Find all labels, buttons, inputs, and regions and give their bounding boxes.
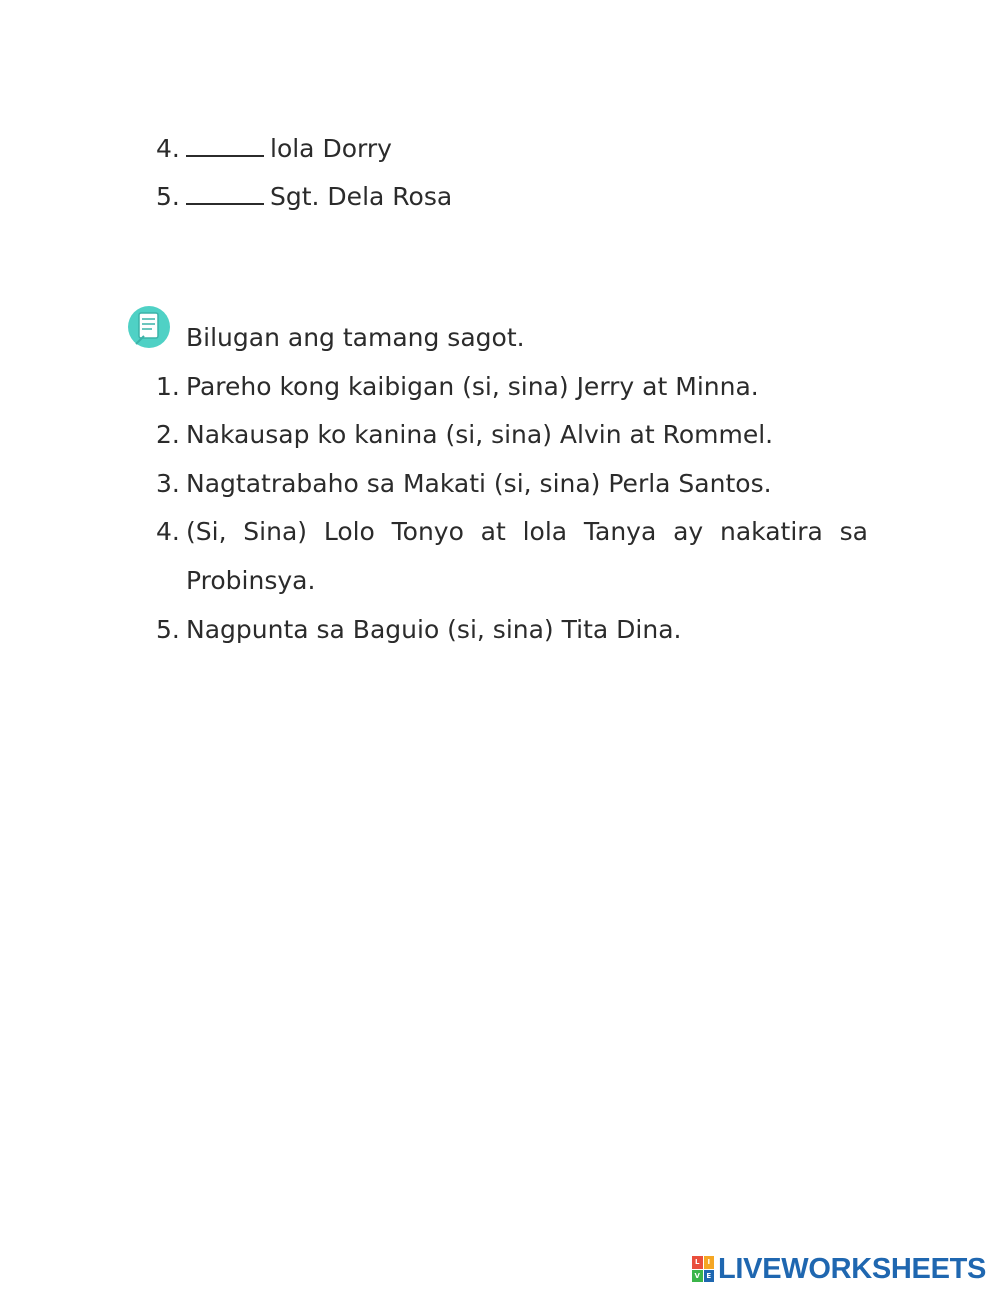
logo-text: LIVEWORKSHEETS: [718, 1252, 987, 1285]
fill-in-item: [156, 133, 392, 164]
item-text[interactable]: Nagpunta sa Baguio (si, sina) Tita Dina.: [186, 615, 682, 644]
question-item: [156, 606, 868, 655]
logo-mark-letter: I: [704, 1256, 715, 1269]
item-number: 3.: [156, 469, 180, 498]
logo-mark-icon: [692, 1256, 714, 1282]
notepad-icon: [126, 304, 172, 350]
section-instruction: Bilugan ang tamang sagot.: [186, 323, 525, 352]
liveworksheets-logo: [692, 1254, 986, 1284]
item-number: 4.: [156, 517, 180, 546]
item-text[interactable]: (Si, Sina) Lolo Tonyo at lola Tanya ay nakatira sa Probinsya.: [186, 517, 868, 595]
item-text[interactable]: Nakausap ko kanina (si, sina) Alvin at Rommel.: [186, 420, 774, 449]
answer-blank[interactable]: [186, 181, 264, 205]
logo-mark-letter: V: [692, 1270, 703, 1283]
answer-blank[interactable]: [186, 133, 264, 157]
item-text: lola Dorry: [270, 134, 392, 163]
item-number: 5.: [156, 615, 180, 644]
fill-in-item: [156, 181, 452, 212]
question-item: [156, 508, 868, 605]
logo-mark-letter: E: [704, 1270, 715, 1283]
item-text: Sgt. Dela Rosa: [270, 182, 453, 211]
logo-mark-letter: L: [692, 1256, 703, 1269]
question-item: [156, 460, 868, 509]
question-item: [156, 411, 868, 460]
question-item: [156, 363, 868, 412]
item-number: 2.: [156, 420, 180, 449]
item-text[interactable]: Nagtatrabaho sa Makati (si, sina) Perla Santos.: [186, 469, 772, 498]
item-number: 4.: [156, 134, 180, 163]
item-text[interactable]: Pareho kong kaibigan (si, sina) Jerry at Minna.: [186, 372, 759, 401]
item-number: 1.: [156, 372, 180, 401]
item-number: 5.: [156, 182, 180, 211]
